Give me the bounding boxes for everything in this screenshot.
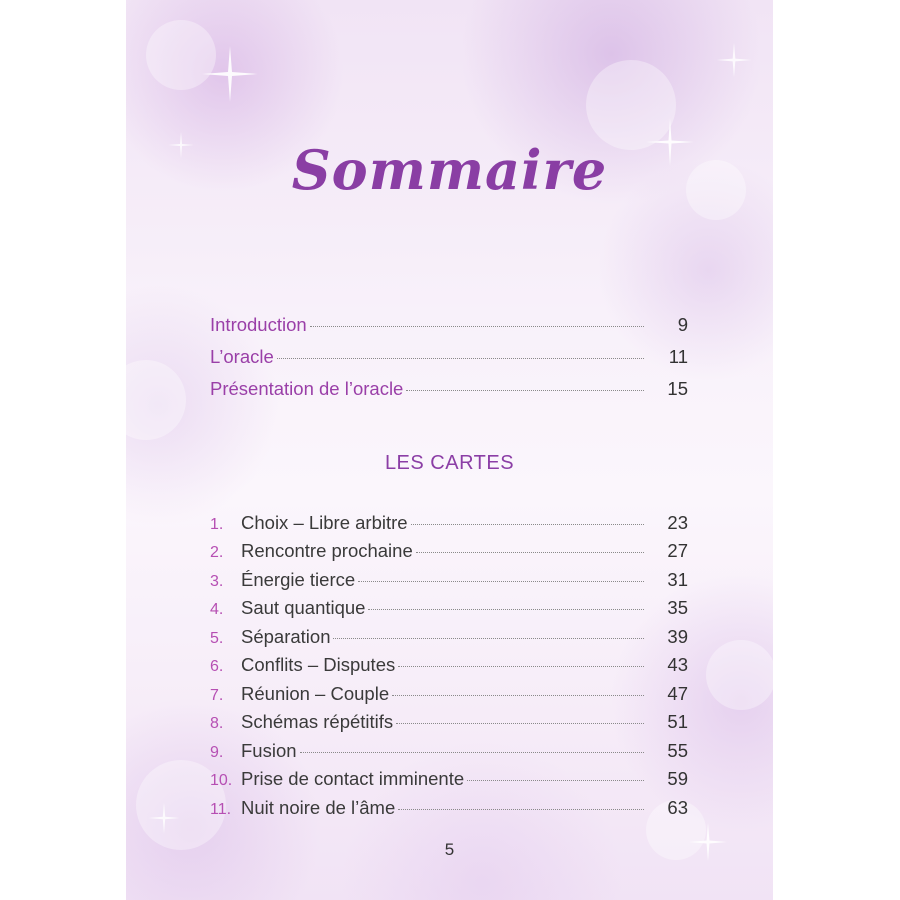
card-title: Réunion – Couple (241, 683, 390, 704)
toc-entry-label: Introduction (210, 314, 307, 335)
card-number: 3. (210, 573, 224, 590)
card-title: Saut quantique (241, 597, 366, 618)
toc-entry (210, 378, 688, 404)
bokeh-light (126, 360, 186, 440)
sparkle-icon (714, 40, 754, 80)
toc-entry-page: 11 (668, 346, 688, 367)
card-title: Énergie tierce (241, 569, 356, 590)
book-page (126, 0, 773, 900)
card-number: 1. (210, 516, 224, 533)
dot-leader (310, 326, 644, 327)
toc-card-entry (210, 740, 688, 766)
card-page: 43 (667, 654, 688, 675)
toc-card-entry (210, 768, 688, 794)
dot-leader (411, 524, 644, 525)
dot-leader (368, 609, 644, 610)
card-title: Choix – Libre arbitre (241, 512, 408, 533)
toc-entry-label: L’oracle (210, 346, 274, 367)
dot-leader (396, 723, 644, 724)
page-number: 5 (444, 840, 455, 859)
card-number: 10. (210, 772, 233, 789)
toc-card-entry (210, 683, 688, 709)
page-title: Sommaire (291, 138, 608, 202)
dot-leader (358, 581, 644, 582)
bokeh-light (706, 640, 773, 710)
dot-leader (398, 666, 644, 667)
card-number: 11. (210, 801, 232, 818)
toc-card-entry (210, 654, 688, 680)
card-page: 27 (667, 540, 688, 561)
card-number: 6. (210, 658, 224, 675)
dot-leader (300, 752, 644, 753)
card-number: 2. (210, 544, 224, 561)
card-title: Rencontre prochaine (241, 540, 413, 561)
toc-entry-label: Présentation de l’oracle (210, 378, 404, 399)
toc-card-entry (210, 569, 688, 595)
card-page: 51 (667, 711, 688, 732)
card-page: 63 (667, 797, 688, 818)
card-number: 8. (210, 715, 224, 732)
dot-leader (398, 809, 644, 810)
dot-leader (416, 552, 644, 553)
card-number: 4. (210, 601, 224, 618)
card-page: 31 (667, 569, 688, 590)
card-number: 9. (210, 744, 224, 761)
card-page: 39 (667, 626, 688, 647)
sparkle-icon (146, 800, 182, 836)
card-number: 5. (210, 630, 224, 647)
toc-entry-page: 15 (667, 378, 688, 399)
card-page: 55 (667, 740, 688, 761)
card-title: Séparation (241, 626, 331, 647)
dot-leader (406, 390, 644, 391)
toc-card-entry (210, 540, 688, 566)
dot-leader (333, 638, 644, 639)
card-title: Conflits – Disputes (241, 654, 396, 675)
card-page: 35 (667, 597, 688, 618)
toc-entry (210, 314, 688, 340)
section-heading: LES CARTES (384, 452, 515, 474)
dot-leader (467, 780, 644, 781)
sparkle-icon (200, 44, 260, 104)
toc-card-entry (210, 512, 688, 538)
card-number: 7. (210, 687, 224, 704)
toc-card-entry (210, 711, 688, 737)
dot-leader (277, 358, 644, 359)
card-title: Fusion (241, 740, 297, 761)
card-page: 23 (667, 512, 688, 533)
toc-card-entry (210, 797, 688, 823)
toc-entry-page: 9 (677, 314, 688, 335)
card-page: 47 (667, 683, 688, 704)
card-title: Schémas répétitifs (241, 711, 394, 732)
toc-card-entry (210, 626, 688, 652)
card-title: Nuit noire de l’âme (241, 797, 396, 818)
toc-entry (210, 346, 688, 372)
toc-card-entry (210, 597, 688, 623)
card-title: Prise de contact imminente (241, 768, 465, 789)
card-page: 59 (667, 768, 688, 789)
dot-leader (392, 695, 644, 696)
